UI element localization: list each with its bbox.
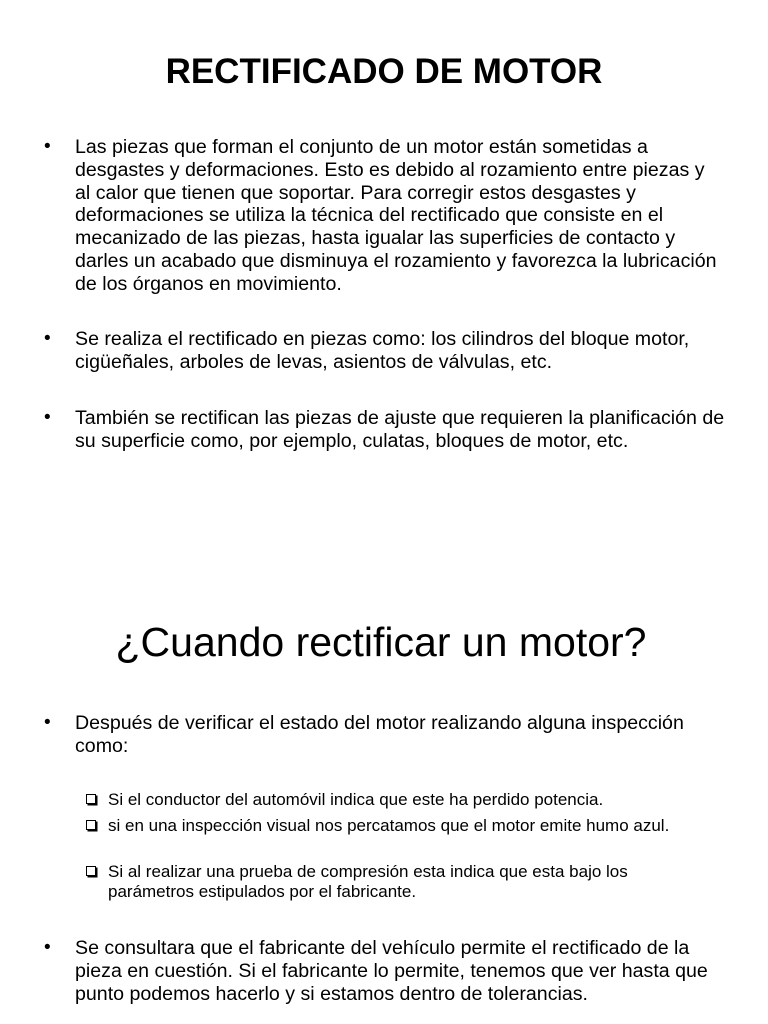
list-item <box>0 712 725 758</box>
bullet-text: Las piezas que forman el conjunto de un motor están sometidas a desgastes y deformaciones. Esto es debido al rozamiento entre piezas y al calor que tienen que soportar. Para corregir estos desgastes y deformaciones se utiliza la técnica del rectificado que consiste en el mecanizado de las piezas, hasta igualar las superficies de contacto y darles un acabado que disminuya el rozamiento y favorezca la lubricación de los órganos en movimiento. <box>75 136 717 295</box>
list-item <box>0 136 725 296</box>
bullet-text: Después de verificar el estado del motor realizando alguna inspección como: <box>75 712 684 757</box>
bullet-icon: • <box>44 328 51 349</box>
checklist-text: Si al realizar una prueba de compresión esta indica que esta bajo los parámetros estipulados por el fabricante. <box>108 862 628 901</box>
bullet-text: Se consultara que el fabricante del vehículo permite el rectificado de la pieza en cuestión. Si el fabricante lo permite, tenemos que ver hasta que punto podemos hacerlo y si estamos dentro de tolerancias. <box>75 937 708 1005</box>
bullet-list-section2-closing <box>0 937 725 1005</box>
checklist-2 <box>0 816 713 836</box>
bullet-list-section1-b <box>0 328 725 374</box>
checklist-text: Si el conductor del automóvil indica que este ha perdido potencia. <box>108 790 604 809</box>
checklist-item <box>0 790 713 810</box>
checkbox-icon <box>86 820 96 830</box>
checklist-text: si en una inspección visual nos percatamos que el motor emite humo azul. <box>108 816 670 835</box>
list-item <box>0 407 725 453</box>
bullet-text: Se realiza el rectificado en piezas como: los cilindros del bloque motor, cigüeñales, arboles de levas, asientos de válvulas, etc. <box>75 328 690 373</box>
bullet-icon: • <box>44 136 51 157</box>
checkbox-icon <box>86 866 96 876</box>
bullet-list-section1-c <box>0 407 725 453</box>
checklist-item <box>0 816 713 836</box>
section-title-rectificado: RECTIFICADO DE MOTOR <box>165 52 603 91</box>
checkbox-icon <box>86 794 96 804</box>
bullet-icon: • <box>44 712 51 733</box>
section-title-cuando: ¿Cuando rectificar un motor? <box>115 619 647 665</box>
checklist-3 <box>0 862 713 902</box>
bullet-icon: • <box>44 407 51 428</box>
bullet-text: También se rectifican las piezas de ajuste que requieren la planificación de su superficie como, por ejemplo, culatas, bloques de motor, etc. <box>75 407 725 452</box>
bullet-icon: • <box>44 937 51 958</box>
checklist-item <box>0 862 713 902</box>
bullet-list-section2-intro <box>0 712 725 758</box>
bullet-list-section1 <box>0 136 725 296</box>
list-item <box>0 937 725 1005</box>
checklist-1 <box>0 790 713 810</box>
list-item <box>0 328 725 374</box>
